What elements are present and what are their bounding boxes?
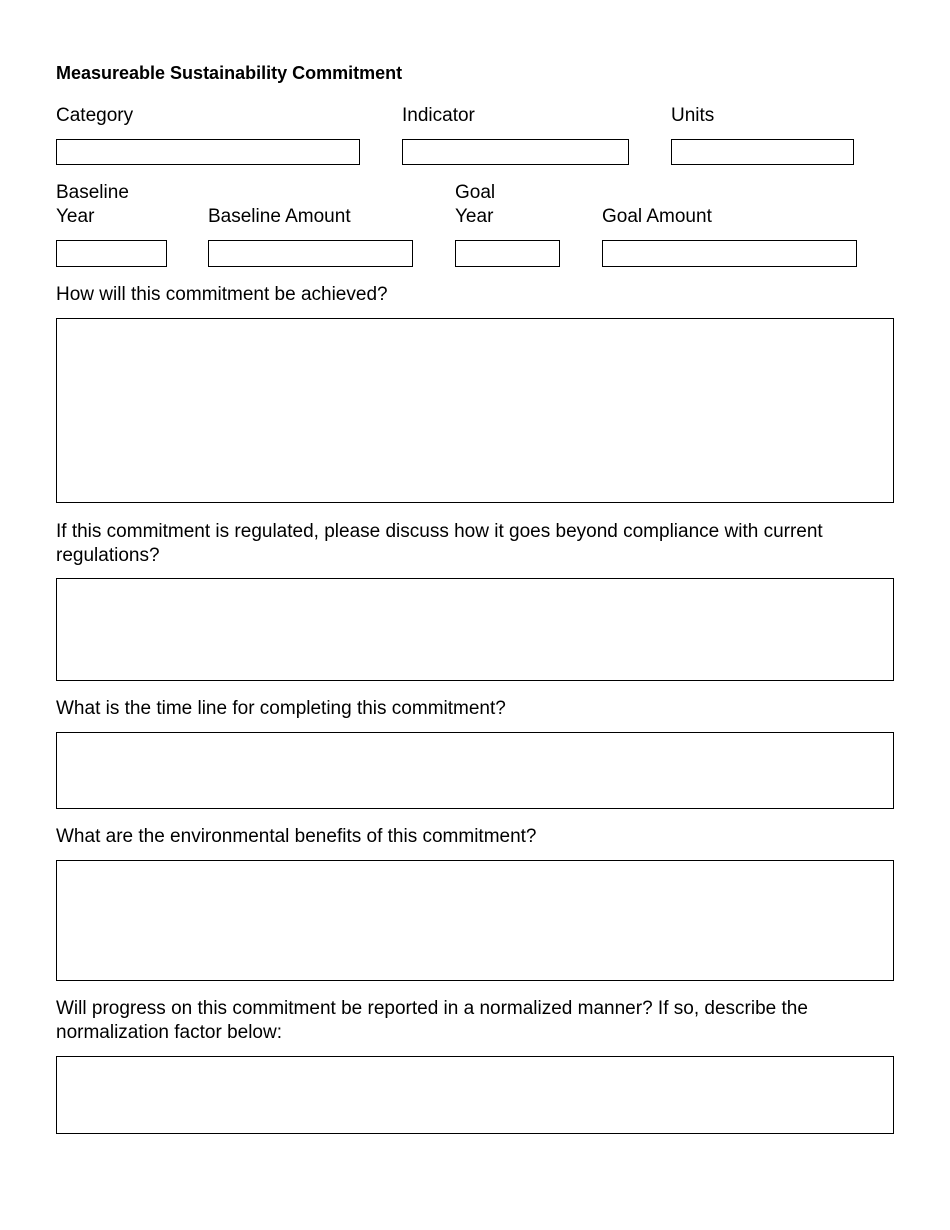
normalized-textarea[interactable] [56,1056,894,1134]
goal-year-input[interactable] [455,240,560,267]
regulated-question-label: If this commitment is regulated, please discuss how it goes beyond compliance with current regulations? [56,521,823,566]
goal-amount-label: Goal Amount [602,206,712,227]
achieve-question-label: How will this commitment be achieved? [56,284,388,305]
baseline-year-label-line2: Year [56,206,95,227]
timeline-textarea[interactable] [56,732,894,809]
benefits-textarea[interactable] [56,860,894,981]
units-input[interactable] [671,139,854,165]
regulated-textarea[interactable] [56,578,894,681]
baseline-amount-label: Baseline Amount [208,206,351,227]
indicator-input[interactable] [402,139,629,165]
goal-year-label [455,181,495,229]
normalized-question-label: Will progress on this commitment be reported in a normalized manner? If so, describe the normalization factor below: [56,998,808,1043]
indicator-label: Indicator [402,105,475,126]
baseline-year-label-line1: Baseline [56,182,129,203]
units-label: Units [671,105,715,126]
form-title: Measureable Sustainability Commitment [56,63,403,83]
benefits-question-label: What are the environmental benefits of this commitment? [56,826,537,847]
goal-year-label-line1: Goal [455,182,496,203]
achieve-textarea[interactable] [56,318,894,503]
goal-year-label-line2: Year [455,206,494,227]
baseline-year-label [56,181,129,229]
category-input[interactable] [56,139,360,165]
baseline-year-input[interactable] [56,240,167,267]
category-label: Category [56,105,134,126]
goal-amount-input[interactable] [602,240,857,267]
baseline-amount-input[interactable] [208,240,413,267]
timeline-question-label: What is the time line for completing this commitment? [56,698,506,719]
